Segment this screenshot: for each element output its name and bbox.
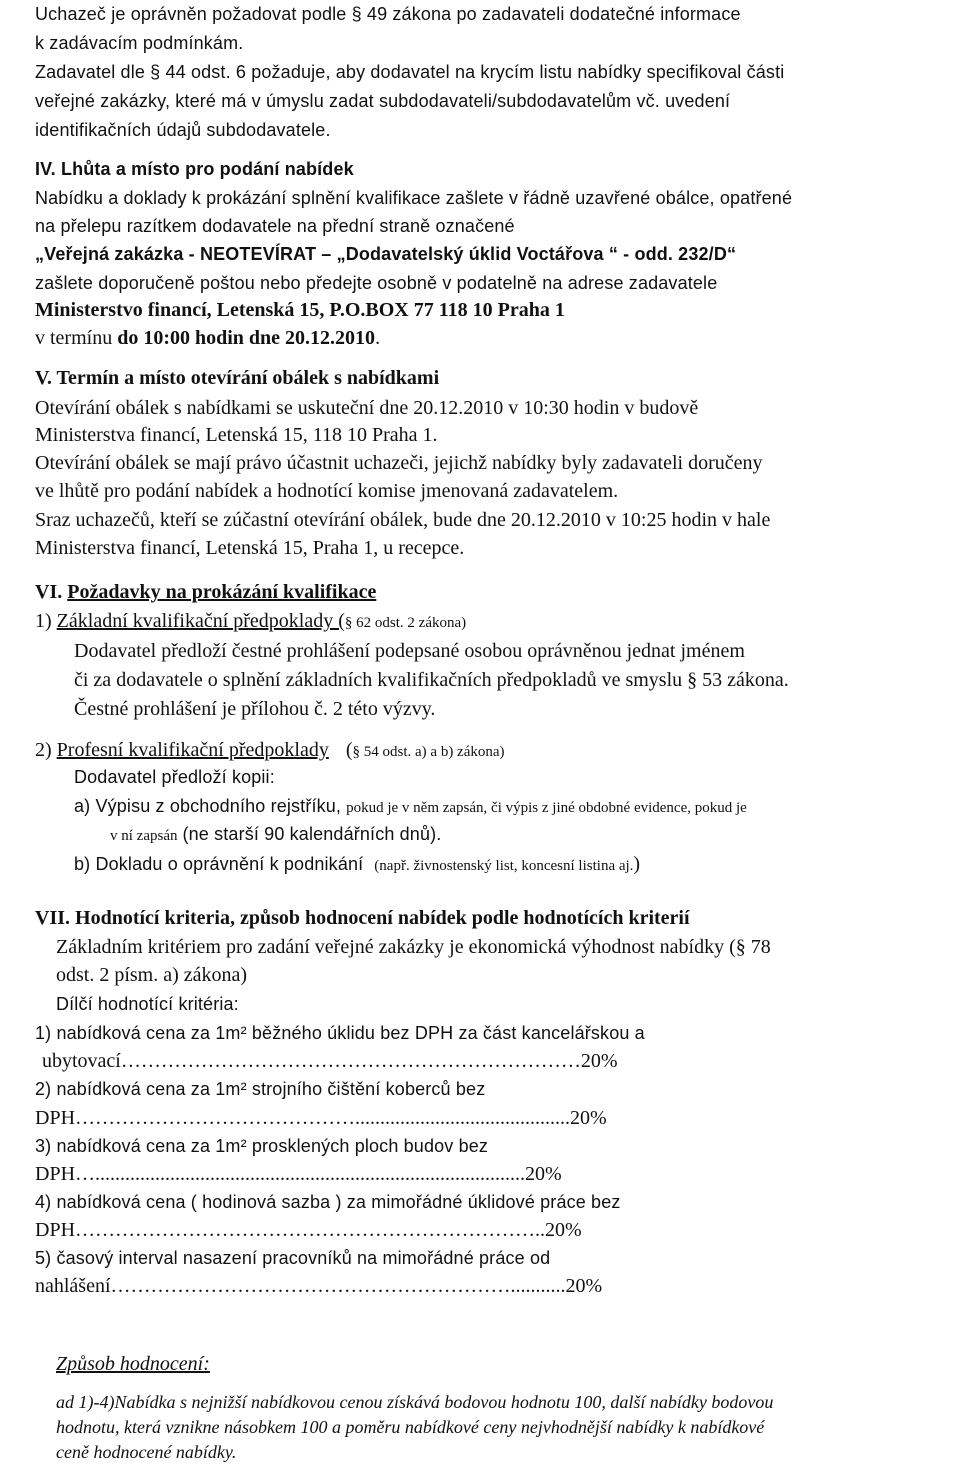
criterion-1-weight: ubytovací……………………………………………………………20%	[42, 1050, 618, 1072]
intro-line-3: Zadavatel dle § 44 odst. 6 požaduje, aby dodavatel na krycím listu nabídky specifikoval části	[35, 62, 785, 82]
business-license-close: )	[633, 853, 641, 875]
section-v-heading: V. Termín a místo otevírání obálek s nabídkami	[35, 367, 440, 389]
professional-qualification-title	[35, 738, 505, 764]
basic-qualification-line-3: Čestné prohlášení je přílohou č. 2 této výzvy.	[74, 698, 436, 720]
sub-criteria-title: Dílčí hodnotící kritéria:	[56, 994, 239, 1014]
criterion-3: 3) nabídková cena za 1m² prosklených ploch budov bez	[35, 1136, 489, 1156]
trade-register-extract-continued	[110, 822, 441, 848]
basic-qualification-title	[35, 609, 466, 635]
basic-qualification-number: 1)	[35, 610, 52, 632]
section-vii-heading: VII. Hodnotící kriteria, způsob hodnocení nabídek podle hodnotících kriterií	[35, 907, 690, 929]
trade-register-note: pokud je v něm zapsán, či výpis z jiné obdobné evidence, pokud je	[346, 800, 747, 816]
section-v-line-1: Otevírání obálek s nabídkami se uskuteční dne 20.12.2010 v 10:30 hodin v budově	[35, 397, 699, 419]
section-vi-number: VI.	[35, 581, 63, 603]
submission-deadline	[35, 326, 380, 350]
intro-line-5: identifikačních údajů subdodavatele.	[35, 120, 331, 140]
section-iv-paragraph-1: Nabídku a doklady k prokázání splnění kvalifikace zašlete v řádně uzavřené obálce, opatřené	[35, 188, 793, 208]
criterion-2-weight: DPH……………………………………...........................................20%	[35, 1107, 607, 1129]
section-vi-title: Požadavky na prokázání kvalifikace	[67, 581, 377, 603]
trade-register-extract	[74, 794, 747, 820]
evaluation-method-line-2: hodnotu, která vznikne násobkem 100 a poměru nabídkové ceny nejvhodnější nabídky k nabídkové	[56, 1417, 765, 1437]
section-iv-paragraph-2: na přelepu razítkem dodavatele na přední straně označené	[35, 216, 515, 236]
professional-qualification-paren: (	[345, 739, 353, 761]
intro-line-2: k zadávacím podmínkám.	[35, 33, 244, 53]
criterion-5: 5) časový interval nasazení pracovníků na mimořádné práce od	[35, 1248, 551, 1268]
main-criterion-line-2: odst. 2 písm. a) zákona)	[56, 964, 248, 986]
professional-qualification-number: 2)	[35, 739, 52, 761]
criterion-4: 4) nabídková cena ( hodinová sazba ) za mimořádné úklidové práce bez	[35, 1192, 621, 1212]
section-v-line-5: Sraz uchazečů, kteří se zúčastní otevírání obálek, bude dne 20.12.2010 v 10:25 hodin v hale	[35, 509, 771, 531]
section-iv-heading: IV. Lhůta a místo pro podání nabídek	[35, 159, 354, 179]
criterion-3-weight: DPH…......................................................................................20%	[35, 1163, 562, 1185]
deadline-prefix: v termínu	[35, 327, 113, 349]
section-v-line-2: Ministerstva financí, Letenská 15, 118 10 Praha 1.	[35, 424, 438, 446]
intro-line-1: Uchazeč je oprávněn požadovat podle § 49 zákona po zadavateli dodatečné informace	[35, 4, 741, 24]
criterion-1: 1) nabídková cena za 1m² běžného úklidu bez DPH za část kancelářskou a	[35, 1023, 645, 1043]
evaluation-method-line-1: ad 1)-4)Nabídka s nejnižší nabídkovou cenou získává bodovou hodnotu 100, další nabídky bodovou	[56, 1392, 774, 1412]
criterion-4-weight: DPH……………………………………………………………..20%	[35, 1219, 582, 1241]
professional-qualification-reference: § 54 odst. a) a b) zákona)	[352, 744, 505, 760]
submission-address: Ministerstvo financí, Letenská 15, P.O.BOX 77 118 10 Praha 1	[35, 299, 565, 321]
basic-qualification-reference: § 62 odst. 2 zákona)	[344, 615, 467, 631]
section-iv-paragraph-3: zašlete doporučeně poštou nebo předejte osobně v podatelně na adrese zadavatele	[35, 273, 718, 293]
deadline-value: do 10:00 hodin dne 20.12.2010	[117, 327, 376, 349]
basic-qualification-line-1: Dodavatel předloží čestné prohlášení podepsané osobou oprávněnou jednat jménem	[74, 640, 745, 662]
criterion-2: 2) nabídková cena za 1m² strojního čištění koberců bez	[35, 1079, 486, 1099]
deadline-suffix: .	[375, 327, 381, 349]
section-v-line-4: ve lhůtě pro podání nabídek a hodnotící komise jmenovaná zadavatelem.	[35, 480, 619, 502]
trade-register-note-continued: v ní zapsán	[110, 828, 178, 844]
criterion-5-weight: nahlášení……………………………………………………...........20%	[35, 1275, 603, 1297]
section-v-line-3: Otevírání obálek se mají právo účastnit uchazeči, jejichž nabídky byly zadavateli doručeny	[35, 452, 763, 474]
main-criterion-line-1: Základním kritériem pro zadání veřejné zakázky je ekonomická výhodnost nabídky (§ 78	[56, 936, 771, 958]
intro-line-4: veřejné zakázky, které má v úmyslu zadat subdodavateli/subdodavatelům vč. uvedení	[35, 91, 731, 111]
business-license-note: (např. živnostenský list, koncesní listina aj.	[374, 858, 634, 874]
basic-qualification-line-2: či za dodavatele o splnění základních kvalifikačních předpokladů ve smyslu § 53 zákona.	[74, 669, 789, 691]
section-v-line-6: Ministerstva financí, Letenská 15, Praha 1, u recepce.	[35, 537, 465, 559]
professional-qualification-intro: Dodavatel předloží kopii:	[74, 767, 275, 787]
section-vi-heading	[35, 580, 376, 604]
basic-qualification-label: Základní kvalifikační předpoklady (	[56, 610, 345, 632]
business-license-document	[74, 852, 640, 878]
envelope-marking: „Veřejná zakázka - NEOTEVÍRAT – „Dodavatelský úklid Voctářova “ - odd. 232/D“	[35, 244, 737, 264]
professional-qualification-label: Profesní kvalifikační předpoklady	[56, 739, 329, 761]
trade-register-label: a) Výpisu z obchodního rejstříku,	[74, 796, 342, 816]
business-license-label: b) Dokladu o oprávnění k podnikání	[74, 854, 364, 874]
trade-register-age-limit: (ne starší 90 kalendářních dnů).	[182, 824, 442, 844]
evaluation-method-title: Způsob hodnocení:	[56, 1353, 210, 1375]
evaluation-method-line-3: ceně hodnocené nabídky.	[56, 1442, 237, 1462]
